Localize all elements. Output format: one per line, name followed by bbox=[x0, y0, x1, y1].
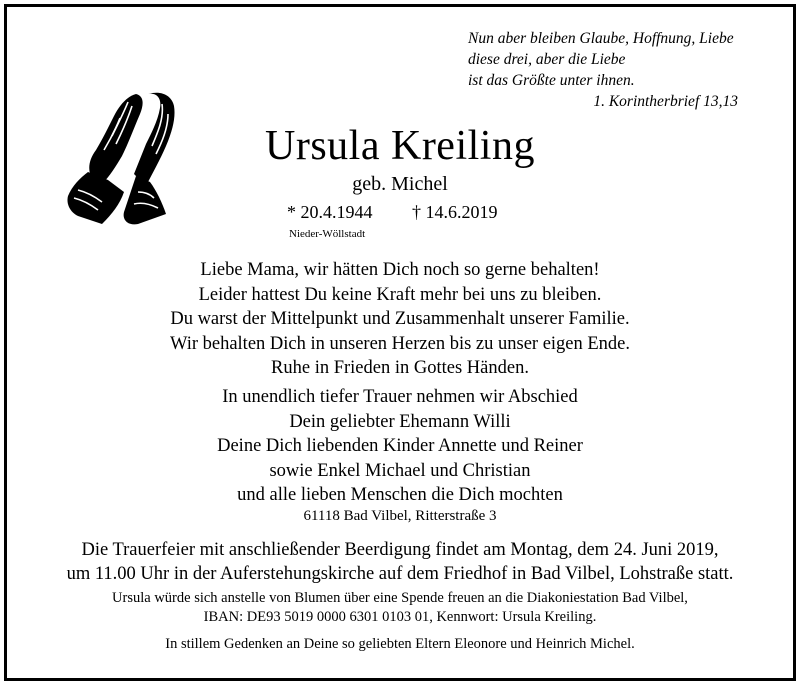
verse-line: Leider hattest Du keine Kraft mehr bei uns zu bleiben. bbox=[198, 284, 602, 305]
quote-line: ist das Größte unter ihnen. bbox=[468, 72, 635, 89]
deceased-name: Ursula Kreiling bbox=[265, 123, 535, 169]
verse-line: Liebe Mama, wir hätten Dich noch so gerne behalten! bbox=[200, 260, 600, 280]
quote-line: diese drei, aber die Liebe bbox=[468, 51, 626, 68]
death-date: † 14.6.2019 bbox=[412, 202, 498, 222]
mourners-line: und alle lieben Menschen die Dich mochten bbox=[237, 485, 563, 505]
quote-line: Nun aber bleiben Glaube, Hoffnung, Liebe bbox=[468, 30, 734, 47]
verse-line: Wir behalten Dich in unseren Herzen bis zu unser eigen Ende. bbox=[169, 333, 631, 354]
mourners-line: In unendlich tiefer Trauer nehmen wir Abschied bbox=[222, 387, 578, 407]
mourners-line: Dein geliebter Ehemann Willi bbox=[289, 411, 511, 432]
mourners-line: Deine Dich liebenden Kinder Annette und Reiner bbox=[217, 436, 583, 456]
maiden-name: geb. Michel bbox=[352, 173, 448, 195]
donation-line: IBAN: DE93 5019 0000 6301 0103 01, Kennwort: Ursula Kreiling. bbox=[203, 609, 597, 625]
verse-line: Du warst der Mittelpunkt und Zusammenhalt unserer Familie. bbox=[170, 309, 630, 329]
verse-line: Ruhe in Frieden in Gottes Händen. bbox=[271, 358, 529, 378]
farewell-verse bbox=[0, 258, 800, 381]
birth-date: * 20.4.1944 bbox=[287, 202, 373, 222]
bible-quote bbox=[468, 28, 768, 112]
mourners-list bbox=[0, 385, 800, 508]
service-line: Die Trauerfeier mit anschließender Beerdigung findet am Montag, dem 24. Juni 2019, bbox=[81, 540, 719, 560]
family-address: 61118 Bad Vilbel, Ritterstraße 3 bbox=[303, 508, 497, 524]
mourners-line: sowie Enkel Michael und Christian bbox=[269, 460, 531, 481]
memorial-line: In stillem Gedenken an Deine so geliebten Eltern Eleonore und Heinrich Michel. bbox=[165, 636, 635, 652]
service-line: um 11.00 Uhr in der Auferstehungskirche auf dem Friedhof in Bad Vilbel, Lohstraße statt. bbox=[66, 564, 734, 584]
funeral-service-info bbox=[0, 538, 800, 586]
birthplace: Nieder-Wöllstadt bbox=[289, 228, 366, 240]
quote-reference: 1. Korintherbrief 13,13 bbox=[593, 93, 738, 110]
donation-line: Ursula würde sich anstelle von Blumen über eine Spende freuen an die Diakoniestation Bad Vilbel, bbox=[112, 590, 688, 606]
donation-request bbox=[0, 589, 800, 627]
